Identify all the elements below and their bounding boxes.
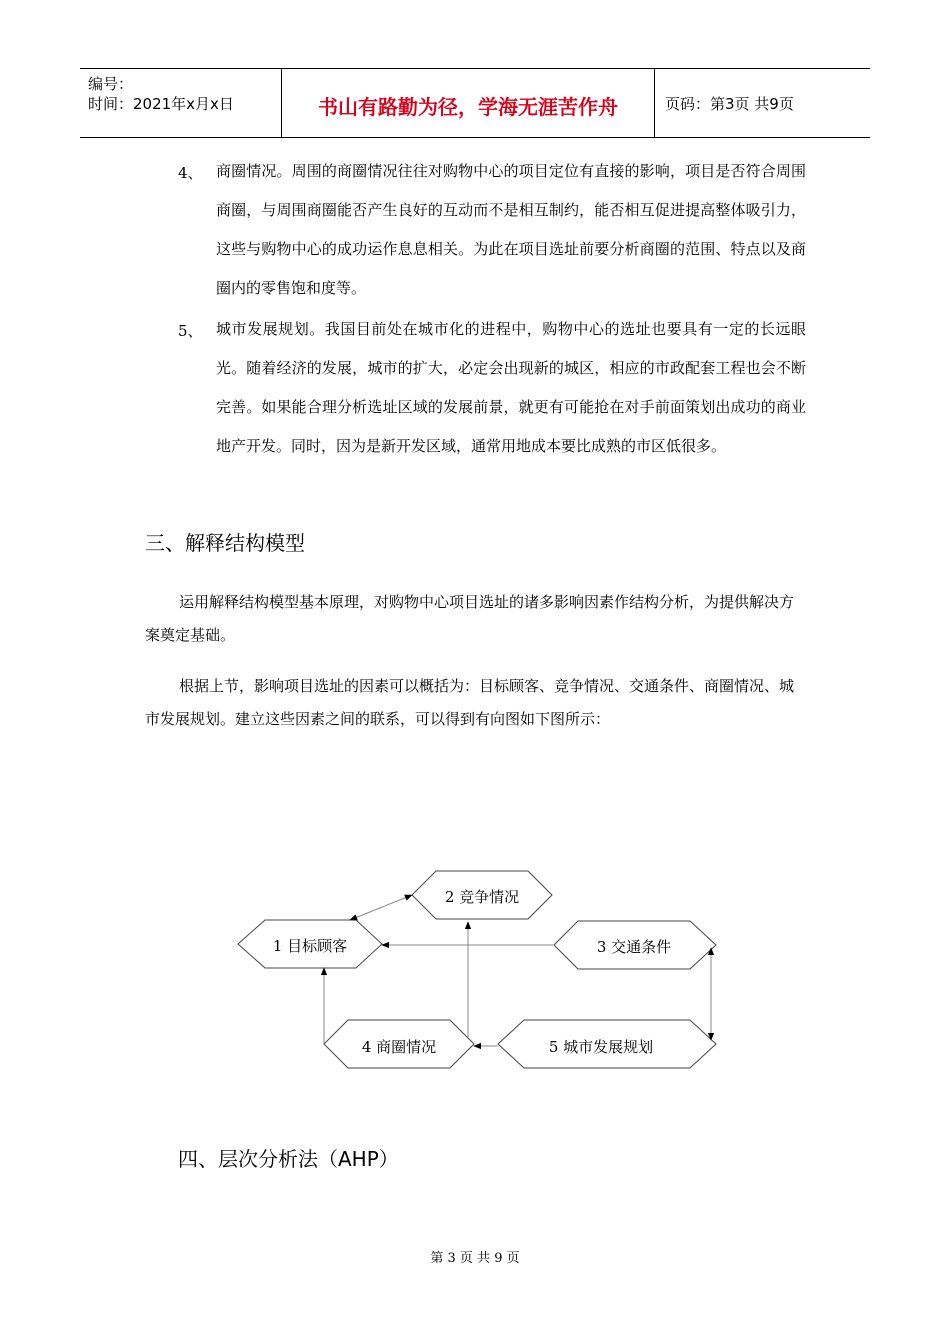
node-1-label: 1 目标顾客 (272, 937, 348, 955)
node-2-label: 2 竞争情况 (444, 888, 520, 906)
node-3-label: 3 交通条件 (596, 938, 672, 956)
item-number: 5、 (178, 322, 203, 340)
paragraph: 运用解释结构模型基本原理，对购物中心项目选址的诸多影响因素作结构分析，为提供解决方案奠定基础。 (145, 593, 795, 644)
time-label: 时间：2021年x月x日 (88, 95, 234, 113)
node-5-label: 5 城市发展规划 (548, 1038, 654, 1056)
page-footer: 第 3 页 共 9 页 (430, 1251, 520, 1266)
node-4-label: 4 商圈情况 (361, 1038, 437, 1056)
section-heading: 三、解释结构模型 (145, 531, 305, 555)
directed-graph (230, 862, 730, 1082)
header-meta (80, 69, 280, 137)
section-heading: 四、层次分析法（AHP） (178, 1147, 399, 1171)
header-motto-cell (281, 69, 655, 137)
header-motto: 书山有路勤为径，学海无涯苦作舟 (318, 95, 618, 119)
item-number: 4、 (178, 164, 203, 182)
page-header (80, 68, 870, 138)
header-page-label: 页码：第3页 共9页 (665, 95, 794, 113)
edge-1-2 (350, 895, 412, 920)
number-label: 编号： (88, 75, 134, 93)
item-text: 城市发展规划。我国目前处在城市化的进程中，购物中心的选址也要具有一定的长远眼光。随着经济的发展，城市的扩大，必定会出现新的城区，相应的市政配套工程也会不断完善。如果能合理分析选址区域的发展前景，就更有可能抢在对手前面策划出成功的商业地产开发。同时，因为是新开发区域，通常用地成本要比成熟的市区低很多。 (216, 320, 806, 455)
paragraph: 根据上节，影响项目选址的因素可以概括为：目标顾客、竞争情况、交通条件、商圈情况、城市发展规划。建立这些因素之间的联系，可以得到有向图如下图所示： (145, 677, 795, 728)
header-page-cell (655, 69, 870, 137)
item-text: 商圈情况。周围的商圈情况往往对购物中心的项目定位有直接的影响，项目是否符合周围商圈，与周围商圈能否产生良好的互动而不是相互制约，能否相互促进提高整体吸引力，这些与购物中心的成功运作息息相关。为此在项目选址前要分析商圈的范围、特点以及商圈内的零售饱和度等。 (216, 162, 806, 297)
